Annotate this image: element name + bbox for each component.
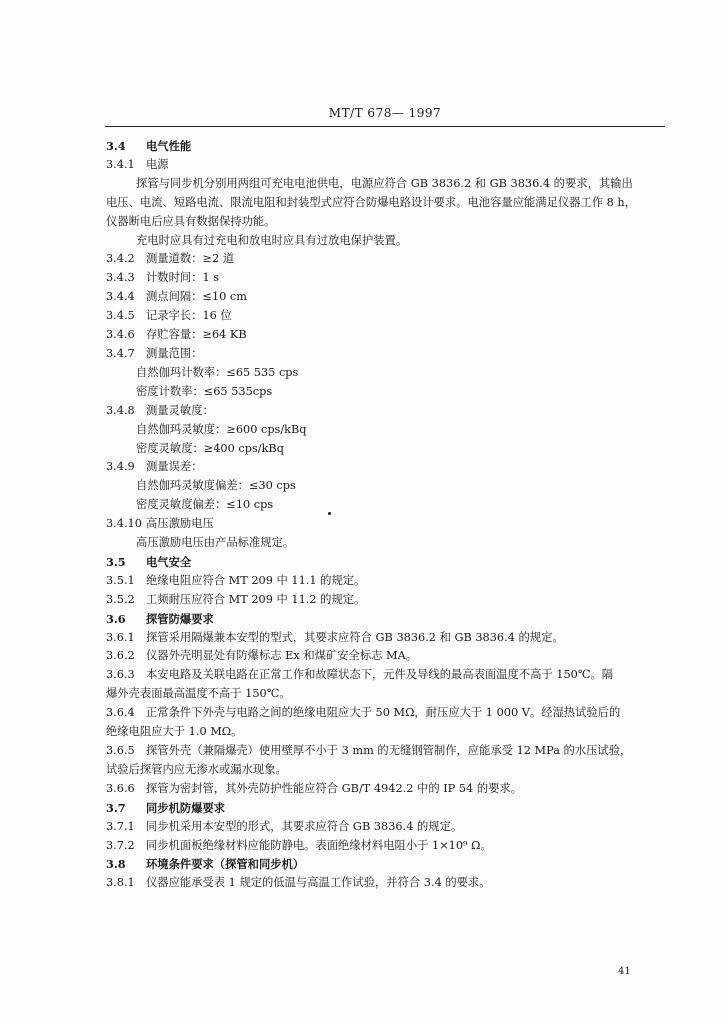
clause-number: 3.7	[106, 800, 126, 815]
clause-text: 探管采用隔爆兼本安型的型式，其要求应符合 GB 3836.2 和 GB 3836.4 的规定。	[146, 630, 564, 644]
clause-number: 3.4.1	[106, 157, 135, 171]
body-text-line	[106, 421, 666, 440]
clause-number: 3.5.1	[106, 573, 135, 587]
clause-text: 仪器断电后应具有数据保持功能。	[106, 214, 276, 228]
clause-number: 3.4.4	[106, 290, 135, 304]
clause-text: 仪器应能承受表 1 规定的低温与高温工作试验，并符合 3.4 的要求。	[146, 876, 491, 890]
clause-3-4-4	[106, 288, 666, 307]
clause-text: 高压激励电压	[146, 517, 214, 531]
body-text-line	[106, 383, 666, 402]
clause-text: 密度灵敏度：≥400 cps/kBq	[136, 441, 284, 455]
clause-text: 测点间隔：≤10 cm	[146, 290, 247, 304]
clause-3-5-2	[106, 591, 666, 610]
clause-text: 环境条件要求（探管和同步机）	[146, 857, 305, 872]
page-number: 41	[618, 966, 631, 977]
body-text-line	[106, 213, 666, 232]
clause-text: 同步机采用本安型的形式，其要求应符合 GB 3836.4 的规定。	[146, 819, 463, 833]
clause-text: 工频耐压应符合 MT 209 中 11.2 的规定。	[146, 592, 366, 606]
clause-3-4-7	[106, 345, 666, 364]
body-text-line	[106, 364, 666, 383]
clause-3-8-1	[106, 874, 666, 893]
clause-text: 自然伽玛灵敏度：≥600 cps/kBq	[136, 422, 307, 436]
body-text-line	[106, 685, 666, 704]
clause-text: 绝缘电阻应大于 1.0 MΩ。	[106, 725, 243, 739]
clause-3-4-3	[106, 269, 666, 288]
clause-text: 电源	[146, 157, 169, 171]
clause-3-6-1	[106, 629, 666, 648]
body-text-line	[106, 440, 666, 459]
clause-text: 记录字长：16 位	[146, 309, 232, 323]
clause-number: 3.4.9	[106, 460, 135, 474]
clause-text: 探管与同步机分别用两组可充电电池供电，电源应符合 GB 3836.2 和 GB 3836.4 的要求，其输出	[136, 176, 633, 190]
clause-number: 3.8	[106, 857, 126, 872]
clause-number: 3.6.1	[106, 630, 135, 644]
body-text-line	[106, 534, 666, 553]
clause-text: 正常条件下外壳与电路之间的绝缘电阻应大于 50 MΩ，耐压应大于 1 000 V。经湿热试验后的	[146, 706, 621, 720]
clause-3-4-9	[106, 458, 666, 477]
body-text-line	[106, 194, 666, 213]
clause-3-4-5	[106, 307, 666, 326]
clause-text: 密度灵敏度偏差：≤10 cps	[136, 498, 274, 512]
clause-number: 3.7.2	[106, 838, 135, 852]
clause-number: 3.6.6	[106, 781, 135, 795]
clause-3-8	[106, 855, 666, 874]
clause-text: 探管外壳（兼隔爆壳）使用壁厚不小于 3 mm 的无缝钢管制作，应能承受 12 MPa 的水压试验，	[146, 744, 632, 757]
clause-number: 3.4	[106, 139, 126, 153]
clause-text: 爆外壳表面最高温度不高于 150℃。	[106, 687, 291, 701]
clause-3-4-10	[106, 515, 666, 534]
body-text-line	[106, 723, 666, 742]
header-rule	[105, 126, 665, 127]
clause-text: 高压激励电压由产品标准规定。	[136, 536, 295, 550]
clause-text: 计数时间：1 s	[146, 271, 220, 285]
clause-number: 3.6.2	[106, 649, 135, 663]
clause-3-6-4	[106, 704, 666, 723]
clause-3-6-5	[106, 742, 666, 761]
clause-number: 3.5	[106, 554, 126, 569]
clause-3-7-2	[106, 837, 666, 856]
clause-number: 3.6.3	[106, 668, 135, 682]
body-text-line	[106, 761, 666, 780]
clause-number: 3.4.3	[106, 271, 135, 285]
clause-number: 3.4.8	[106, 403, 135, 417]
clause-text: 自然伽玛灵敏度偏差：≤30 cps	[136, 479, 296, 493]
clause-text: 密度计数率：≤65 535cps	[136, 384, 273, 398]
clause-3-7	[106, 799, 666, 818]
clause-text: 绝缘电阻应符合 MT 209 中 11.1 的规定。	[146, 573, 366, 587]
clause-text: 电压、电流、短路电流、限流电阻和封装型式应符合防爆电路设计要求。电池容量应能满足仪器工作 8 h，	[106, 195, 637, 209]
clause-number: 3.6.5	[106, 744, 135, 757]
clause-text: 仪器外壳明显处有防爆标志 Ex 和煤矿安全标志 MA。	[146, 649, 418, 663]
clause-3-5-1	[106, 572, 666, 591]
clause-text: 测量灵敏度：	[146, 403, 214, 417]
clause-3-6-6	[106, 780, 666, 799]
clause-number: 3.6	[106, 611, 126, 626]
clause-3-5	[106, 553, 666, 572]
stray-mark	[328, 512, 331, 515]
clause-text: 电气安全	[146, 554, 192, 569]
clause-3-4-2	[106, 250, 666, 269]
clause-number: 3.7.1	[106, 819, 135, 833]
clause-text: 探管防爆要求	[146, 611, 214, 626]
clause-text: 自然伽玛计数率：≤65 535 cps	[136, 365, 299, 379]
clause-3-6-2	[106, 647, 666, 666]
document-body	[106, 137, 666, 893]
body-text-line	[106, 175, 666, 194]
clause-text: 测量误差：	[146, 460, 203, 474]
clause-text: 充电时应具有过充电和放电时应具有过放电保护装置。	[136, 233, 408, 247]
clause-number: 3.4.5	[106, 309, 135, 323]
clause-3-4-6	[106, 326, 666, 345]
clause-text: 本安电路及关联电路在正常工作和故障状态下，元件及导线的最高表面温度不高于 150℃。隔	[146, 668, 614, 682]
clause-3-4	[106, 137, 666, 156]
clause-number: 3.6.4	[106, 706, 135, 720]
clause-number: 3.5.2	[106, 592, 135, 606]
body-text-line	[106, 496, 666, 515]
clause-3-7-1	[106, 818, 666, 837]
clause-text: 同步机防爆要求	[146, 800, 226, 815]
clause-3-6	[106, 610, 666, 629]
clause-number: 3.4.7	[106, 346, 135, 360]
clause-text: 存贮容量：≥64 KB	[146, 328, 247, 342]
clause-text: 电气性能	[146, 139, 192, 153]
clause-text: 同步机面板绝缘材料应能防静电。表面绝缘材料电阻小于 1×10⁹ Ω。	[146, 838, 492, 852]
clause-number: 3.4.2	[106, 252, 135, 266]
clause-text: 测量范围：	[146, 346, 203, 360]
clause-text: 试验后探管内应无渗水或漏水现象。	[106, 762, 287, 776]
standard-code-header: MT/T 678— 1997	[328, 106, 442, 120]
body-text-line	[106, 477, 666, 496]
clause-3-4-8	[106, 402, 666, 421]
clause-text: 测量道数：≥2 道	[146, 252, 235, 266]
clause-3-4-1	[106, 156, 666, 175]
clause-text: 探管为密封管，其外壳防护性能应符合 GB/T 4942.2 中的 IP 54 的要求。	[146, 781, 523, 795]
clause-3-6-3	[106, 666, 666, 685]
clause-number: 3.8.1	[106, 876, 135, 890]
body-text-line	[106, 232, 666, 251]
clause-number: 3.4.6	[106, 328, 135, 342]
clause-number: 3.4.10	[106, 517, 142, 531]
